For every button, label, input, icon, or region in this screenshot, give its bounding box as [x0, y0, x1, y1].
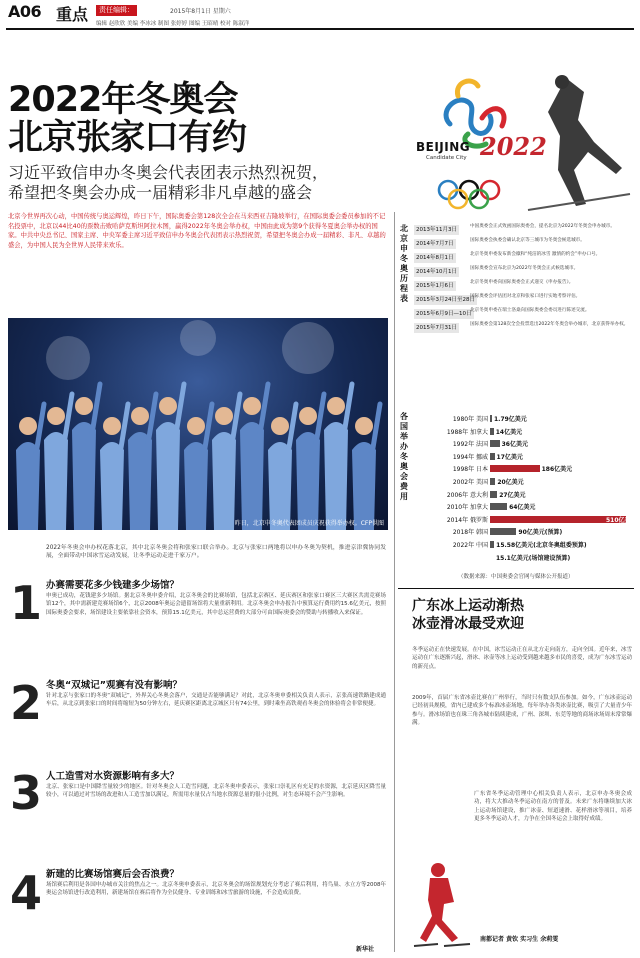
- column-divider: [394, 212, 395, 952]
- timeline-text: 北京冬奥申委向国际奥委会正式递交《申办报告》。: [470, 280, 574, 285]
- question-body-1: 申奥已成功，花钱建多少场馆。据北京冬奥申委介绍，北京冬奥会的比赛场馆，包括北京赛区、延庆赛区和张家口赛区三大赛区共需竞赛场馆12个，其中需新建竞赛场馆6个，北京2008年奥运会遗留场馆将大量重新利用。北京冬奥会申办报告中预算运行费用约15.6亿美元，按照国际奥委会要求，场馆建设主要依靠社会资本，预算15.1亿美元，其中总运营费的大部分可由国际奥委会的赞助与转播收入来保证。: [46, 593, 386, 616]
- bar-value-label: 36亿美元: [501, 441, 528, 449]
- logo-year: 2022: [480, 132, 547, 161]
- logo-city: BEIJING: [416, 140, 471, 154]
- bar: [490, 491, 497, 498]
- timeline-row: [414, 238, 632, 251]
- sidebar-paragraph-2: 2009年，首届广东省冰壶比赛在广州举行，当时只有数支队伍参加。如今，广东冰壶运动已经初具规模，省内已建成多个标准冰壶场地，每年举办各类冰壶比赛，吸引了大量青少年参与。滑冰场馆也在珠三角各城市陆续建成，广州、深圳、东莞等地的商场冰场周末常常爆满。: [412, 695, 633, 727]
- question-title-3: 人工造雪对水资源影响有多大？: [46, 771, 180, 782]
- bar-category-label: 1988年 加拿大: [446, 428, 488, 436]
- timeline-row: [414, 322, 632, 335]
- cost-chart-title: 各国举办冬奥会费用: [400, 412, 408, 501]
- header-rule: [6, 28, 634, 30]
- section-tag: 责任编辑：: [96, 5, 137, 16]
- subhead-line-2: 希望把冬奥会办成一届精彩非凡卓越的盛会: [8, 183, 313, 202]
- bar-category-label: 1992年 法国: [452, 441, 488, 449]
- bar-value-label: 15.58亿美元(北京冬奥组委预算): [496, 542, 587, 549]
- bar-value-label: 90亿美元(预算): [518, 529, 563, 537]
- timeline-row: [414, 224, 632, 237]
- bar-value-label: 20亿美元: [497, 479, 524, 486]
- question-body-2: 针对北京与张家口的冬奥“双城记”，外界关心冬奥会落户，交通是否能够满足？对此，北京冬奥申委相关负责人表示，京张高速铁路建成通车后，从北京到张家口的时间将缩短为50分钟左右，延庆赛区距离北京城区只有74公里，到时乘坐高铁观看冬奥会的体验将会非常便捷。: [46, 693, 386, 708]
- bar-category-label: 2022年 中国: [452, 542, 488, 549]
- bar-value-label: 186亿美元: [541, 466, 573, 474]
- timeline-text: 北京冬奥申委发布新会徽和“纯洁的冰雪 激情的约会”申办口号。: [470, 252, 601, 257]
- timeline-text: 北京冬奥申委在瑞士洛桑向国际奥委会委员进行陈述交流。: [470, 308, 590, 313]
- timeline-text: 国际奥委会宣布北京为2022年冬奥会正式候选城市。: [470, 266, 579, 271]
- bar-category-label: 2002年 美国: [452, 479, 488, 486]
- question-body-3: 北京、张家口是中国降雪量较少的地区。针对冬奥会人工造雪问题，北京冬奥申委表示，张家口崇礼区有充足的水资源，北京延庆区降雪量较小，可以通过对雪场的改进和人工造雪加以满足，所需用水量仅占当地水资源总量的很小比例，对生态环境不会产生影响。: [46, 784, 386, 799]
- question-number-4: 4: [10, 866, 43, 920]
- timeline-row: [414, 252, 632, 265]
- sidebar-paragraph-1: 冬季运动正在快速发展。在中国，冰雪运动正在从北方走向南方，走向全国。近年来，冰雪运动在广东逐渐兴起，滑冰、冰壶等冰上运动受到越来越多市民的喜爱，成为广东冰雪运动的新亮点。: [412, 647, 633, 670]
- timeline-date: 2015年1月6日: [416, 283, 454, 289]
- bar: [490, 440, 500, 447]
- bar: [490, 453, 495, 460]
- photo-illustration: [8, 318, 388, 530]
- chart-source: （数据来源：中国奥委会官网与媒体公开报道）: [458, 574, 574, 580]
- timeline-row: [414, 294, 632, 307]
- bar-category-label: 2006年 意大利: [446, 491, 488, 499]
- question-title-4: 新建的比赛场馆赛后会否浪费？: [46, 869, 180, 880]
- bar-category-label: 2014年 俄罗斯: [446, 516, 488, 524]
- timeline-date: 2014年10月1日: [416, 269, 457, 275]
- timeline-text: 中国奥委会正式致函国际奥委会，提名北京为2022年冬奥会申办城市。: [470, 224, 615, 229]
- timeline-date: 2015年7月31日: [416, 325, 457, 331]
- bar-value-label: 14亿美元: [495, 428, 523, 436]
- timeline-row: [414, 280, 632, 293]
- question-title-1: 办赛需要花多少钱建多少场馆？: [46, 580, 180, 591]
- editor-credits: 编辑 赵欣欣 美编 李冰冰 制图 张婷婷 图编 王昭晴 校对 陈淑洋: [96, 21, 250, 27]
- bar-category-label: 1980年 美国: [452, 416, 488, 423]
- bar-extra-label: 15.1亿美元(场馆建设预算): [496, 554, 571, 562]
- skater-illustration: [408, 860, 478, 950]
- bar: [490, 541, 494, 548]
- timeline-date: 2015年3月24日至28日: [416, 297, 475, 303]
- bar: [490, 428, 494, 435]
- sidebar-title-line-1: 广东冰上运动渐热: [412, 598, 524, 614]
- bar-value-label: 510亿美元: [606, 516, 637, 524]
- headline-line-1: 2022年冬奥会: [8, 80, 238, 120]
- bar-category-label: 1994年 挪威: [452, 453, 488, 461]
- timeline-date: 2014年8月1日: [416, 255, 454, 261]
- timeline-title: 北京申冬奥历程表: [400, 224, 408, 303]
- question-number-2: 2: [10, 676, 43, 730]
- timeline-text: 国际奥委会第128次全会投票选出2022年冬奥会举办城市，北京获得举办权。: [470, 322, 629, 327]
- timeline-row: [414, 308, 632, 321]
- timeline-date: 2014年7月7日: [416, 241, 454, 247]
- bar-category-label: 1998年 日本: [452, 466, 488, 474]
- sidebar-credit: 南都记者 黄钦 实习生 余莉雯: [480, 936, 559, 943]
- bar-value-label: 64亿美元: [509, 504, 536, 512]
- headline-line-2: 北京张家口有约: [8, 118, 247, 158]
- subhead-line-1: 习近平致信申办冬奥会代表团表示热烈祝贺，: [8, 163, 329, 182]
- section-title: 重点: [56, 5, 89, 24]
- timeline-row: [414, 266, 632, 279]
- question-number-1: 1: [10, 576, 43, 630]
- timeline-date: 2015年6月9日—10日: [416, 311, 472, 317]
- question-credit: 新华社: [356, 946, 375, 953]
- timeline-date: 2013年11月3日: [416, 227, 457, 233]
- question-title-2: 冬奥“双城记”观赛有没有影响？: [46, 680, 182, 691]
- bar-value-label: 17亿美元: [496, 453, 523, 461]
- bar: [490, 478, 495, 485]
- timeline-text: 国际奥委会评估团对北京和张家口进行实地考察评估。: [470, 294, 581, 299]
- timeline-text: 国际奥委会执委会确认北京等三城市为冬奥会候选城市。: [470, 238, 585, 243]
- lead-paragraph: 北京今世界再次心动，中国传统与奥运辉煌，昨日下午，国际奥委会第128次全会在马来西亚吉隆坡举行，在国际奥委会委员参加的不记名投票中，北京以44比40的票数击败哈萨克斯坦阿拉木图，赢得2022年冬奥会举办权，中国由此成为第9个获得冬夏奥会举办权的国家。中共中央总书记、国家主席、中央军委主席习近平致信申办冬奥会代表团表示热烈祝贺，希望把冬奥会办成一届精彩、非凡、卓越的盛会，为中国人民为全世界人民带来欢乐。: [8, 213, 386, 249]
- sidebar-paragraph-3: 广东省冬季运动管理中心相关负责人表示，北京申办冬奥会成功，将大大推动冬季运动在南方的普及。未来广东将继续加大冰上运动场馆建设，推广冰壶、短道速滑、花样滑冰等项目，培养更多冬季运动人才，力争在全国冬运会上取得好成绩。: [474, 791, 632, 823]
- issue-date: 2015年8月1日 星期六: [170, 8, 231, 15]
- photo-caption: 昨日，北京申冬奥代表团成员庆祝获得举办权。CFP供图: [234, 520, 384, 527]
- bar: [490, 528, 516, 535]
- bar: [490, 415, 492, 422]
- celebration-photo: [8, 318, 388, 530]
- question-body-4: 场馆赛后利用是各国申办城市关注的焦点之一。北京冬奥申委表示，北京冬奥会的场馆规划充分考虑了赛后利用，将鸟巢、水立方等2008年奥运会场馆进行改造利用，新建场馆在赛后将作为全民健身、专业训练和冰雪旅游的设施，不会造成浪费。: [46, 882, 386, 897]
- logo-subtitle: Candidate City: [426, 155, 467, 161]
- bar: [490, 465, 540, 472]
- sidebar-title-line-2: 冰壶滑冰最受欢迎: [412, 616, 524, 632]
- beijing-2022-logo: [398, 72, 634, 216]
- bar-value-label: 1.79亿美元: [494, 416, 527, 423]
- bar-category-label: 2018年 韩国: [452, 529, 488, 537]
- question-number-3: 3: [10, 766, 43, 820]
- sidebar-rule: [398, 588, 634, 589]
- bar-category-label: 2010年 加拿大: [446, 504, 488, 512]
- page-number: A06: [8, 2, 42, 21]
- intro-paragraph: 2022年冬奥会申办权花落北京，其中北京冬奥会将和张家口联合举办。北京与张家口两地将以申办冬奥为契机，推进京津冀协同发展，全面带动中国冰雪运动发展，让冬季运动走进千家万户。: [46, 545, 386, 560]
- bar: [490, 503, 507, 510]
- bar-value-label: 27亿美元: [499, 491, 526, 499]
